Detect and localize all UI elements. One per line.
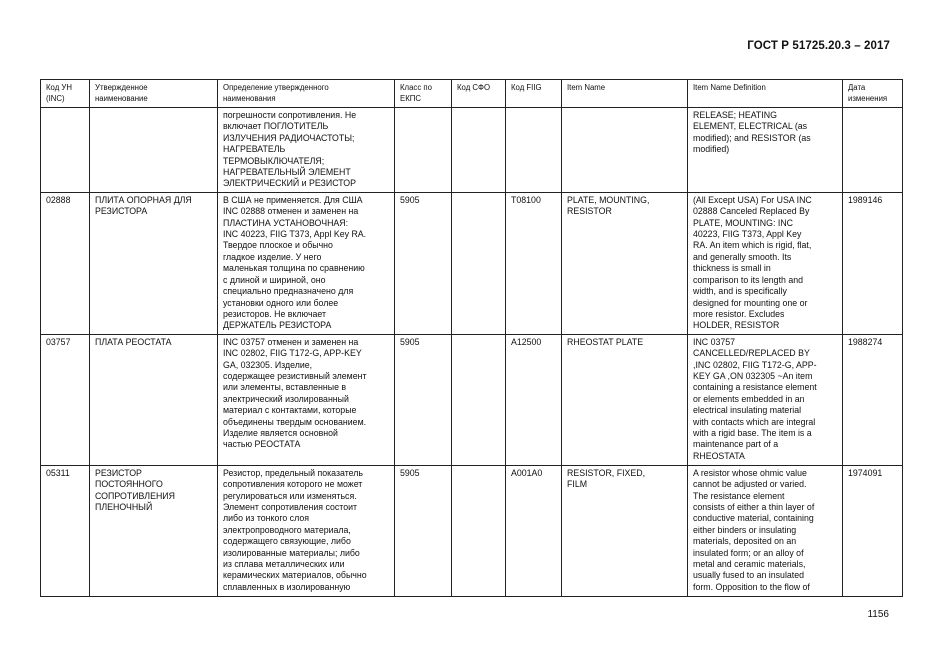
col-header-item-definition: Item Name Definition bbox=[688, 80, 843, 108]
cell-item-definition: A resistor whose ohmic value cannot be adjusted or varied. The resistance element consists of either a thin layer of conductive material, containing either binders or insulating materials, deposited on an insulated form; or an alloy of metal and ceramic materials, usually fused to an insulated form. Opposition to the flow of bbox=[688, 465, 843, 596]
cell-change-date: 1988274 bbox=[843, 334, 903, 465]
item-names-table bbox=[40, 79, 903, 597]
cell-definition: погрешности сопротивления. Не включает ПОГЛОТИТЕЛЬ ИЗЛУЧЕНИЯ РАДИОЧАСТОТЫ; НАГРЕВАТЕЛЬ ТЕРМОВЫКЛЮЧАТЕЛЯ; НАГРЕВАТЕЛЬНЫЙ ЭЛЕМЕНТ ЭЛЕКТРИЧЕСКИЙ и РЕЗИСТОР bbox=[218, 108, 395, 193]
col-header-inc: Код УН (INC) bbox=[41, 80, 90, 108]
cell-ekps: 5905 bbox=[395, 192, 452, 334]
cell-change-date: 1974091 bbox=[843, 465, 903, 596]
cell-fiig: A001A0 bbox=[506, 465, 562, 596]
cell-inc bbox=[41, 108, 90, 193]
col-header-approved-name: Утвержденное наименование bbox=[90, 80, 218, 108]
cell-change-date: 1989146 bbox=[843, 192, 903, 334]
cell-item-name: PLATE, MOUNTING, RESISTOR bbox=[562, 192, 688, 334]
cell-approved-name bbox=[90, 108, 218, 193]
cell-inc: 03757 bbox=[41, 334, 90, 465]
page-number: 1156 bbox=[867, 609, 889, 620]
col-header-sfo: Код СФО bbox=[452, 80, 506, 108]
cell-ekps: 5905 bbox=[395, 465, 452, 596]
cell-item-definition: (All Except USA) For USA INC 02888 Canceled Replaced By PLATE, MOUNTING: INC 40223, FIIG T373, Appl Key RA. An item which is rigid, flat, and generally smooth. Its thickness is small in comparison to its length and width, and is specifically designed for mounting one or more resistor. Excludes HOLDER, RESISTOR bbox=[688, 192, 843, 334]
table-header-row bbox=[41, 80, 903, 108]
cell-fiig: A12500 bbox=[506, 334, 562, 465]
cell-approved-name: ПЛИТА ОПОРНАЯ ДЛЯ РЕЗИСТОРА bbox=[90, 192, 218, 334]
cell-ekps: 5905 bbox=[395, 334, 452, 465]
cell-sfo bbox=[452, 334, 506, 465]
cell-inc: 02888 bbox=[41, 192, 90, 334]
col-header-item-name: Item Name bbox=[562, 80, 688, 108]
cell-item-definition: RELEASE; HEATING ELEMENT, ELECTRICAL (as modified); and RESISTOR (as modified) bbox=[688, 108, 843, 193]
cell-item-name: RESISTOR, FIXED, FILM bbox=[562, 465, 688, 596]
cell-sfo bbox=[452, 108, 506, 193]
cell-inc: 05311 bbox=[41, 465, 90, 596]
cell-definition: В США не применяется. Для США INC 02888 отменен и заменен на ПЛАСТИНА УСТАНОВОЧНАЯ: INC 40223, FIIG T373, Appl Key RA. Твердое плоское и обычно гладкое изделие. У него маленькая толщина по сравнению с длиной и шириной, оно специально предназначено для установки одного или более резисторов. Не включает ДЕРЖАТЕЛЬ РЕЗИСТОРА bbox=[218, 192, 395, 334]
table-row bbox=[41, 334, 903, 465]
cell-definition: Резистор, предельный показатель сопротивления которого не может регулироваться или изменяться. Элемент сопротивления состоит либо из тонкого слоя электропроводного материала, содержащего связующие, либо изолированные материалы; либо из сплава металлических или керамических материалов, обычно сплавленных в изолированную bbox=[218, 465, 395, 596]
col-header-definition: Определение утвержденного наименования bbox=[218, 80, 395, 108]
cell-definition: INC 03757 отменен и заменен на INC 02802, FIIG T172-G, APP-KEY GA, 032305. Изделие, содержащее резистивный элемент или элементы, вставленные в электрический изолированный материал с контактами, которые объединены твердым основанием. Изделие является основной частью РЕОСТАТА bbox=[218, 334, 395, 465]
cell-fiig bbox=[506, 108, 562, 193]
table-row bbox=[41, 108, 903, 193]
col-header-ekps: Класс по ЕКПС bbox=[395, 80, 452, 108]
cell-sfo bbox=[452, 465, 506, 596]
col-header-fiig: Код FIIG bbox=[506, 80, 562, 108]
cell-ekps bbox=[395, 108, 452, 193]
table-row bbox=[41, 192, 903, 334]
cell-item-name: RHEOSTAT PLATE bbox=[562, 334, 688, 465]
cell-sfo bbox=[452, 192, 506, 334]
cell-approved-name: ПЛАТА РЕОСТАТА bbox=[90, 334, 218, 465]
cell-approved-name: РЕЗИСТОР ПОСТОЯННОГО СОПРОТИВЛЕНИЯ ПЛЕНОЧНЫЙ bbox=[90, 465, 218, 596]
table-row bbox=[41, 465, 903, 596]
cell-item-name bbox=[562, 108, 688, 193]
standard-header: ГОСТ Р 51725.20.3 – 2017 bbox=[747, 40, 890, 52]
col-header-change-date: Дата изменения bbox=[843, 80, 903, 108]
cell-fiig: T08100 bbox=[506, 192, 562, 334]
cell-change-date bbox=[843, 108, 903, 193]
cell-item-definition: INC 03757 CANCELLED/REPLACED BY ,INC 02802, FIIG T172-G, APP- KEY GA ,ON 032305 ~An item containing a resistance element or elements embedded in an electrical insulating material with contacts which are integral with a rigid base. The item is a maintenance part of a RHEOSTATA bbox=[688, 334, 843, 465]
